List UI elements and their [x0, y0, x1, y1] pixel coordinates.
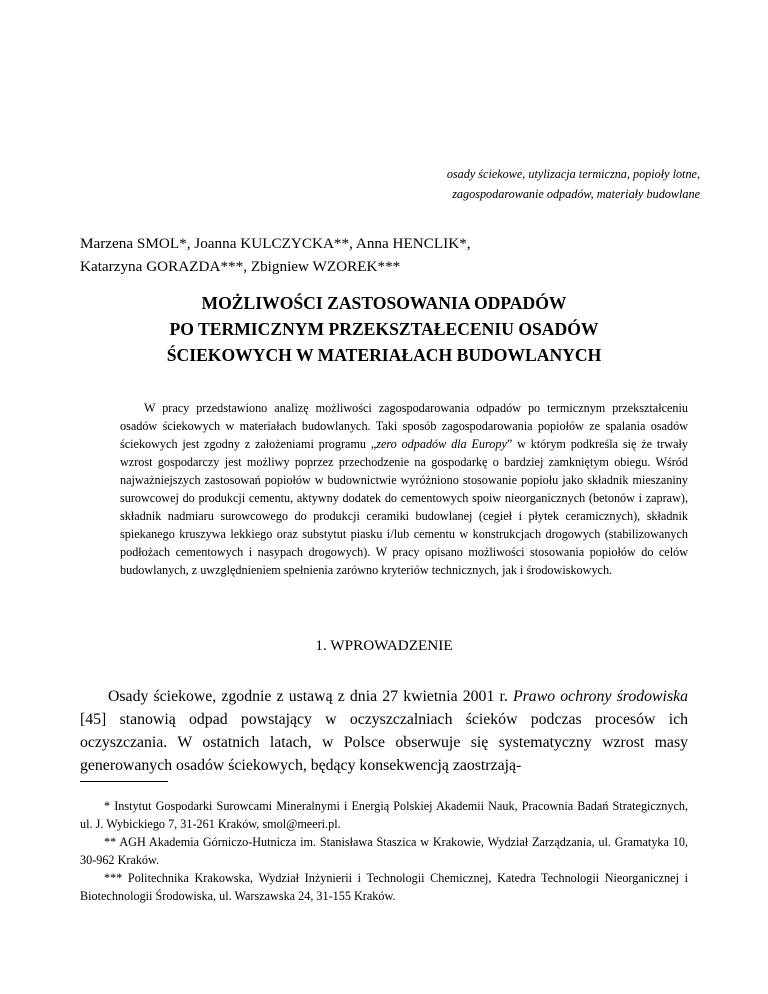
- authors: [80, 232, 700, 278]
- keywords-line-2: zagospodarowanie odpadów, materiały budowlane: [452, 187, 700, 201]
- abstract-italic-program: zero odpadów dla Europy: [376, 437, 507, 451]
- title-line-3: ŚCIEKOWYCH W MATERIAŁACH BUDOWLANYCH: [166, 345, 602, 365]
- title-line-1: MOŻLIWOŚCI ZASTOSOWANIA ODPADÓW: [201, 293, 567, 313]
- title-line-2: PO TERMICZNYM PRZEKSZTAŁECENIU OSADÓW: [169, 319, 599, 339]
- keywords-line-1: osady ściekowe, utylizacja termiczna, popioły lotne,: [446, 167, 700, 181]
- body-text-2: [45] stanowią odpad powstający w oczyszczalniach ścieków podczas procesów ich oczyszczania. W ostatnich latach, w Polsce obserwuje się systematyczny wzrost masy generowanych osadów ściekowych, będący konsekwencją zaostrzają-: [80, 711, 688, 774]
- footnote-3: *** Politechnika Krakowska, Wydział Inżynierii i Technologii Chemicznej, Katedra Technologii Nieorganicznej i Biotechnologii Środowiska, ul. Warszawska 24, 31-155 Kraków.: [80, 871, 688, 903]
- authors-line-1: Marzena SMOL*, Joanna KULCZYCKA**, Anna HENCLIK*,: [80, 235, 471, 252]
- keywords: [320, 164, 700, 204]
- body-text-1: Osady ściekowe, zgodnie z ustawą z dnia 27 kwietnia 2001 r.: [108, 688, 513, 705]
- footnote-divider: [80, 781, 168, 782]
- footnote-1: * Instytut Gospodarki Surowcami Mineralnymi i Energią Polskiej Akademii Nauk, Pracownia Badań Strategicznych, ul. J. Wybickiego 7, 31-261 Kraków, smol@meeri.pl.: [80, 799, 688, 831]
- abstract: [120, 399, 688, 579]
- abstract-text-2: ” w którym podkreśla się że trwały wzrost gospodarczy jest możliwy poprzez przechodzenie na gospodarkę o bardziej zamkniętym obiegu. Wśród najważniejszych zastosowań popiołów w budownictwie wyróżniono stosowanie popiołu jako składnik mieszaniny surowcowej do produkcji cementu, aktywny dodatek do cementowych spoiw nieorganicznych (betonów i zapraw), składnik nadmiaru surowcowego do produkcji ceramiki budowlanej (cegieł i płytek ceramicznych), składnik spiekanego kruszywa lekkiego oraz substytut piasku i/lub cementu w konstrukcjach drogowych (stabilizowanych podłożach cementowych i nasypach drogowych). W pracy opisano możliwości stosowania popiołów do celów budowlanych, z uwzględnieniem spełnienia zarówno kryteriów technicznych, jak i środowiskowych.: [120, 437, 688, 577]
- authors-line-2: Katarzyna GORAZDA***, Zbigniew WZOREK***: [80, 258, 401, 275]
- body-paragraph: [80, 685, 688, 777]
- abstract-paragraph: [120, 399, 688, 579]
- footnotes: [80, 797, 688, 905]
- body-italic-law: Prawo ochrony środowiska: [513, 688, 689, 705]
- section-heading: 1. WPROWADZENIE: [315, 637, 453, 654]
- paper-title: [80, 290, 688, 368]
- body-text: [80, 685, 688, 777]
- abstract-text-1: W pracy przedstawiono analizę możliwości zagospodarowania odpadów po termicznym przekształceniu osadów ściekowych w materiałach budowlanych. Taki sposób zagospodarowania popiołów ze spalania osadów ściekowych jest zgodny z założeniami programu „: [120, 401, 688, 451]
- footnote-2: ** AGH Akademia Górniczo-Hutnicza im. Stanisława Staszica w Krakowie, Wydział Zarządzania, ul. Gramatyka 10, 30-962 Kraków.: [80, 835, 688, 867]
